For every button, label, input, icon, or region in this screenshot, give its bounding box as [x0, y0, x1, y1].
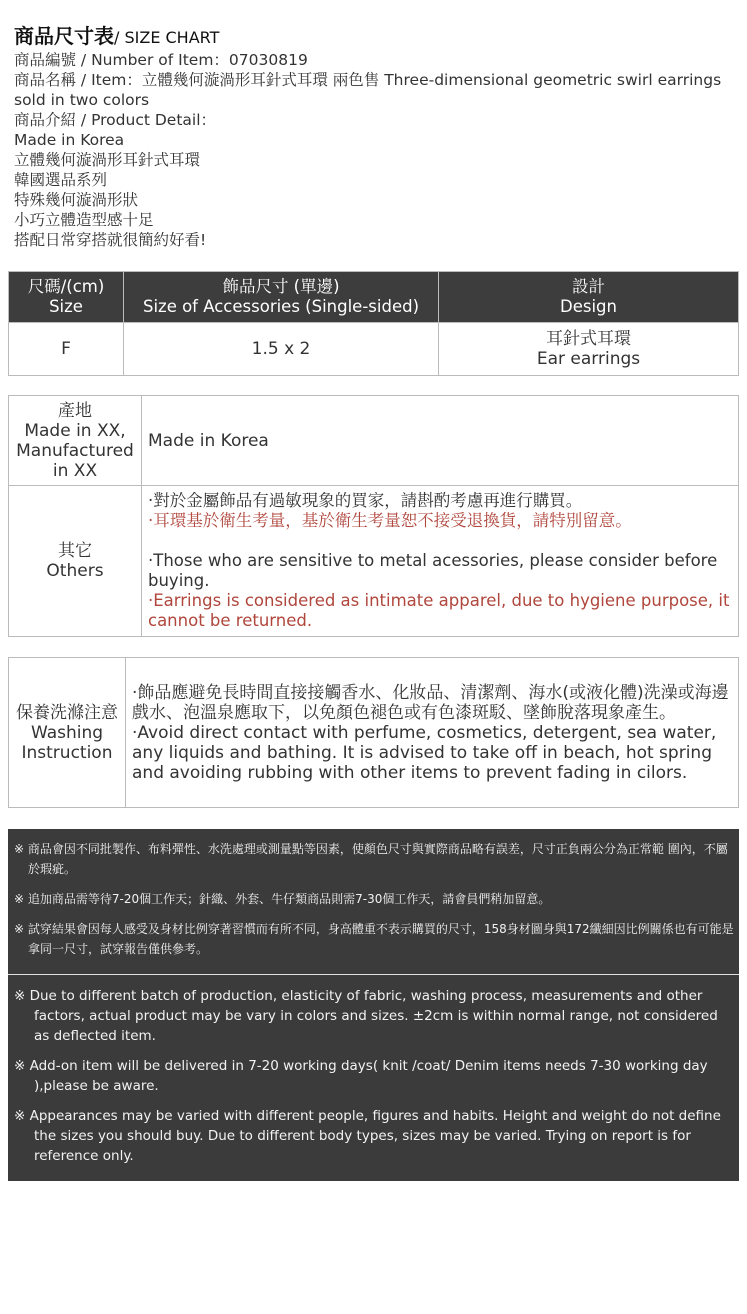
- item-name: 商品名稱 / Item：立體幾何漩渦形耳針式耳環 兩色售 Three-dimensional geometric swirl earrings sold in two colors: [14, 71, 722, 109]
- others-text: [142, 486, 739, 637]
- size-header: [9, 272, 124, 323]
- others-line-allergy-cn: ·對於金屬飾品有過敏現象的買家，請斟酌考慮再進行購買。: [148, 491, 583, 510]
- others-label-cn: 其它: [58, 541, 92, 561]
- washing-text: [126, 658, 739, 808]
- design-header-cn: 設計: [572, 277, 605, 296]
- origin-label: [9, 396, 142, 486]
- size-header-cn: 尺碼/(cm): [27, 277, 105, 296]
- notice-cn-item: ※ 試穿結果會因每人感受及身材比例穿著習慣而有所不同，身高體重不表示購買的尺寸，158身材圖身與172纖細因比例關係也有可能是拿同一尺寸，試穿報告僅供參考。: [14, 922, 734, 956]
- design-cn: 耳針式耳環: [546, 329, 631, 349]
- design-header-en: Design: [560, 297, 617, 316]
- washing-label-en: Washing Instruction: [21, 722, 113, 763]
- size-cell: F: [9, 323, 124, 376]
- others-label: [9, 486, 142, 637]
- notice-divider: [8, 974, 739, 975]
- notice-cn: [14, 839, 736, 969]
- accessory-size-header-cn: 飾品尺寸 (單邊): [222, 277, 340, 296]
- page-title: [14, 20, 219, 49]
- others-line-return-cn: ·耳環基於衛生考量，基於衛生考量恕不接受退換貨，請特別留意。: [148, 511, 632, 530]
- washing-text-en: ·Avoid direct contact with perfume, cosmetics, detergent, sea water, any liquids and bathing. It is advised to take off in beach, hot spring and avoiding rubbing with other items to prevent fading in cilors.: [132, 722, 717, 783]
- title-cn: 商品尺寸表: [14, 24, 114, 48]
- design-en: Ear earrings: [536, 349, 641, 369]
- washing-table: [8, 657, 739, 808]
- notice-en-item: ※ Due to different batch of production, elasticity of fabric, washing process, measurements and other factors, actual product may be vary in colors and sizes. ±2cm is within normal range, not considered as deflected item.: [14, 988, 718, 1044]
- others-line-return-en: ·Earrings is considered as intimate apparel, due to hygiene purpose, it cannot be returned.: [148, 591, 730, 630]
- others-label-en: Others: [46, 561, 104, 581]
- origin-label-en: Made in XX, Manufactured in XX: [16, 420, 134, 481]
- design-cell: [439, 323, 739, 376]
- origin-others-table: [8, 395, 739, 637]
- design-header: [439, 272, 739, 323]
- size-table: [8, 271, 739, 376]
- size-table-header-row: [9, 272, 739, 323]
- origin-value: Made in Korea: [142, 396, 739, 486]
- detail-label: 商品介紹 / Product Detail：: [14, 111, 217, 129]
- detail-line: 立體幾何漩渦形耳針式耳環: [14, 151, 201, 169]
- washing-label: [9, 658, 126, 808]
- origin-label-cn: 產地: [58, 400, 92, 421]
- detail-line: 韓國選品系列: [14, 171, 108, 189]
- accessory-size-header: [124, 272, 439, 323]
- notice-cn-item: ※ 商品會因不同批製作、布料彈性、水洗處理或測量點等因素，使顏色尺寸與實際商品略有誤差，尺寸正負兩公分為正常範 圍內，不屬於瑕疵。: [14, 842, 728, 876]
- washing-text-cn: ·飾品應避免長時間直接接觸香水、化妝品、清潔劑、海水(或液化體)洗澡或海邊戲水、泡溫泉應取下，以免顏色褪色或有色漆斑駁、墜飾脫落現象產生。: [132, 682, 729, 723]
- others-row: [9, 486, 739, 637]
- detail-line: Made in Korea: [14, 131, 125, 149]
- origin-row: [9, 396, 739, 486]
- title-en: / SIZE CHART: [114, 28, 220, 47]
- others-line-allergy-en: ·Those who are sensitive to metal acessories, please consider before buying.: [148, 551, 718, 590]
- detail-line: 搭配日常穿搭就很簡約好看!: [14, 231, 207, 249]
- accessory-size-header-en: Size of Accessories (Single-sided): [142, 297, 420, 316]
- notice-panel: [8, 829, 739, 1181]
- dimension-cell: 1.5 x 2: [124, 323, 439, 376]
- washing-label-cn: 保養洗滌注意: [16, 702, 118, 723]
- notice-en-item: ※ Add-on item will be delivered in 7-20 working days( knit /coat/ Denim items needs 7-30 working day ),please be aware.: [14, 1058, 708, 1094]
- item-number: 商品編號 / Number of Item：07030819: [14, 51, 308, 69]
- size-header-en: Size: [49, 297, 83, 316]
- detail-line: 小巧立體造型感十足: [14, 211, 154, 229]
- detail-line: 特殊幾何漩渦形狀: [14, 191, 139, 209]
- notice-en: [14, 986, 729, 1176]
- table-row: [9, 323, 739, 376]
- notice-en-item: ※ Appearances may be varied with different people, figures and habits. Height and weight do not define the sizes you should buy. Due to different body types, sizes may be varied. Trying on report is for reference only.: [14, 1108, 721, 1164]
- product-info: [14, 50, 734, 250]
- washing-row: [9, 658, 739, 808]
- notice-cn-item: ※ 追加商品需等待7-20個工作天；針織、外套、牛仔類商品則需7-30個工作天，請會員們稍加留意。: [14, 892, 551, 906]
